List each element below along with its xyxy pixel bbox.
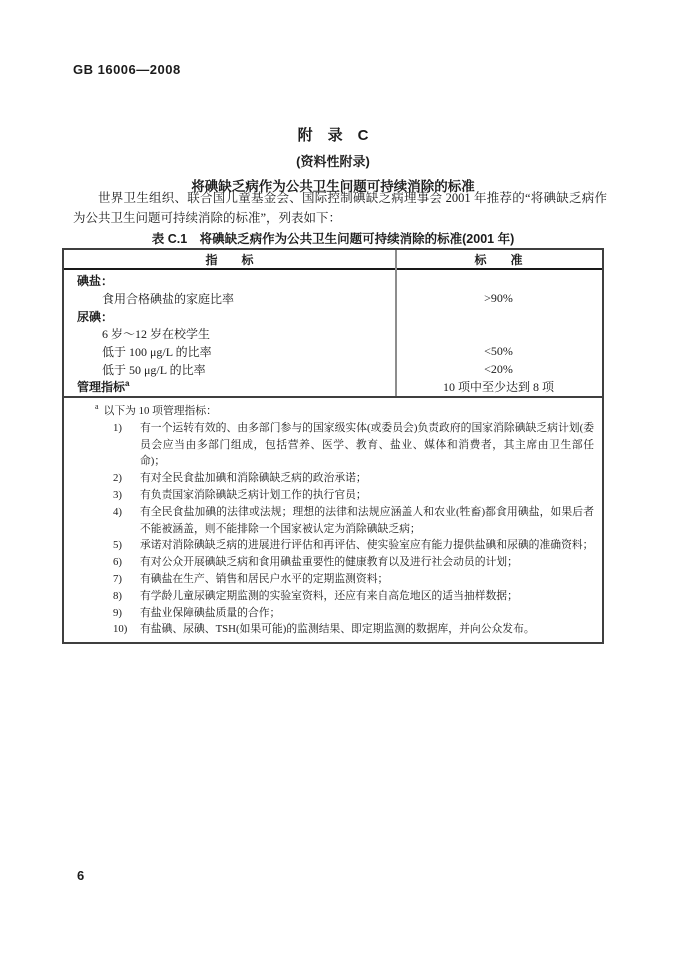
footnote-item-number: 7) [113, 572, 122, 585]
intro-paragraph: 世界卫生组织、联合国儿童基金会、国际控制碘缺乏病理事会 2001 年推荐的“将碘缺乏病作为公共卫生问题可持续消除的标准”，列表如下： [73, 191, 607, 225]
table-row [64, 272, 602, 290]
footnote-item-number: 5) [113, 539, 122, 552]
footnote-item [64, 605, 594, 622]
footnote-ref-a: a [125, 379, 130, 389]
footnote-item-text: 有负责国家消除碘缺乏病计划工作的执行官员； [140, 488, 367, 501]
row-label: 6 岁～12 岁在校学生 [102, 327, 211, 342]
footnote-item [64, 537, 594, 554]
row-label: 尿碘： [77, 309, 114, 324]
footnote-marker: a [95, 402, 99, 412]
footnote-item-text: 有学龄儿童尿碘定期监测的实验室资料，还应有来自高危地区的适当抽样数据； [140, 589, 518, 602]
appendix-subtitle: (资料性附录) [296, 154, 370, 169]
header-cell-standard: 标 准 [474, 252, 523, 267]
footnote-item-text: 有对全民食盐加碘和消除碘缺乏病的政治承诺； [140, 472, 367, 485]
footnote-item [64, 420, 594, 470]
footnote-item [64, 554, 594, 571]
table-row [64, 325, 602, 343]
row-label: 低于 50 μg/L 的比率 [102, 362, 206, 377]
row-value: >90% [484, 291, 513, 306]
footnote-item-number: 4) [113, 505, 122, 518]
footnote-intro [95, 403, 594, 420]
footnote-intro-text: 以下为 10 项管理指标： [103, 405, 217, 417]
footnote-item-number: 6) [113, 556, 122, 569]
footnote-item-number: 9) [113, 606, 122, 619]
footnote-item-text: 有碘盐在生产、销售和居民户水平的定期监测资料； [140, 572, 389, 585]
table-row [64, 290, 602, 308]
row-value: 10 项中至少达到 8 项 [442, 380, 554, 395]
footnote-item-text: 有盐碘、尿碘、TSH(如果可能)的监测结果、即定期监测的数据库，并向公众发布。 [140, 623, 535, 636]
table-row [64, 360, 602, 378]
footnote-item-number: 3) [113, 488, 122, 501]
appendix-heading: 将碘缺乏病作为公共卫生问题可持续消除的标准 [191, 179, 475, 194]
page-number: 6 [77, 868, 85, 883]
row-label: 食用合格碘盐的家庭比率 [102, 292, 235, 307]
footnote-item-number: 2) [113, 472, 122, 485]
footnote-item [64, 588, 594, 605]
footnote-item [64, 504, 594, 538]
standard-code: GB 16006—2008 [73, 62, 181, 77]
row-label: 低于 100 μg/L 的比率 [102, 345, 212, 360]
row-label [64, 378, 395, 395]
footnote-item-number: 1) [113, 421, 122, 434]
row-label: 碘盐： [77, 274, 114, 289]
table-header-row [64, 250, 602, 270]
table-row [64, 343, 602, 361]
footnote-item-number: 10) [113, 623, 128, 636]
footnote-item-text: 有一个运转有效的、由多部门参与的国家级实体(或委员会)负责政府的国家消除碘缺乏病计划(委员会应当由多部门组成，包括营养、医学、教育、盐业、媒体和消费者，其主席由卫生部任命)； [140, 421, 594, 468]
row-value: <50% [484, 344, 513, 359]
footnote-item-text: 有全民食盐加碘的法律或法规；理想的法律和法规应涵盖人和农业(牲畜)都食用碘盐，如果后者不能被涵盖，则不能排除一个国家被认定为消除碘缺乏病； [140, 505, 594, 535]
row-value: <20% [484, 361, 513, 376]
footnote-item [64, 470, 594, 487]
table-row [64, 307, 602, 325]
header-cell-indicator: 指 标 [205, 252, 254, 267]
row-label-text: 管理指标 [77, 380, 126, 395]
footnote-item [64, 571, 594, 588]
footnote-item [64, 487, 594, 504]
footnote-section [64, 396, 602, 642]
footnote-item-text: 有盐业保障碘盐质量的合作； [140, 606, 281, 619]
table-row [64, 378, 602, 396]
footnote-item [64, 621, 594, 638]
table-body [64, 270, 602, 396]
standards-table [62, 248, 604, 644]
footnote-item-number: 8) [113, 589, 122, 602]
appendix-title: 附 录 C [297, 127, 369, 144]
table-caption: 表 C.1 将碘缺乏病作为公共卫生问题可持续消除的标准(2001 年) [151, 232, 515, 246]
footnote-item-text: 有对公众开展碘缺乏病和食用碘盐重要性的健康教育以及进行社会动员的计划； [140, 556, 518, 569]
footnote-item-text: 承诺对消除碘缺乏病的进展进行评估和再评估、使实验室应有能力提供盐碘和尿碘的准确资料； [140, 539, 594, 552]
appendix-title-block [62, 124, 604, 195]
